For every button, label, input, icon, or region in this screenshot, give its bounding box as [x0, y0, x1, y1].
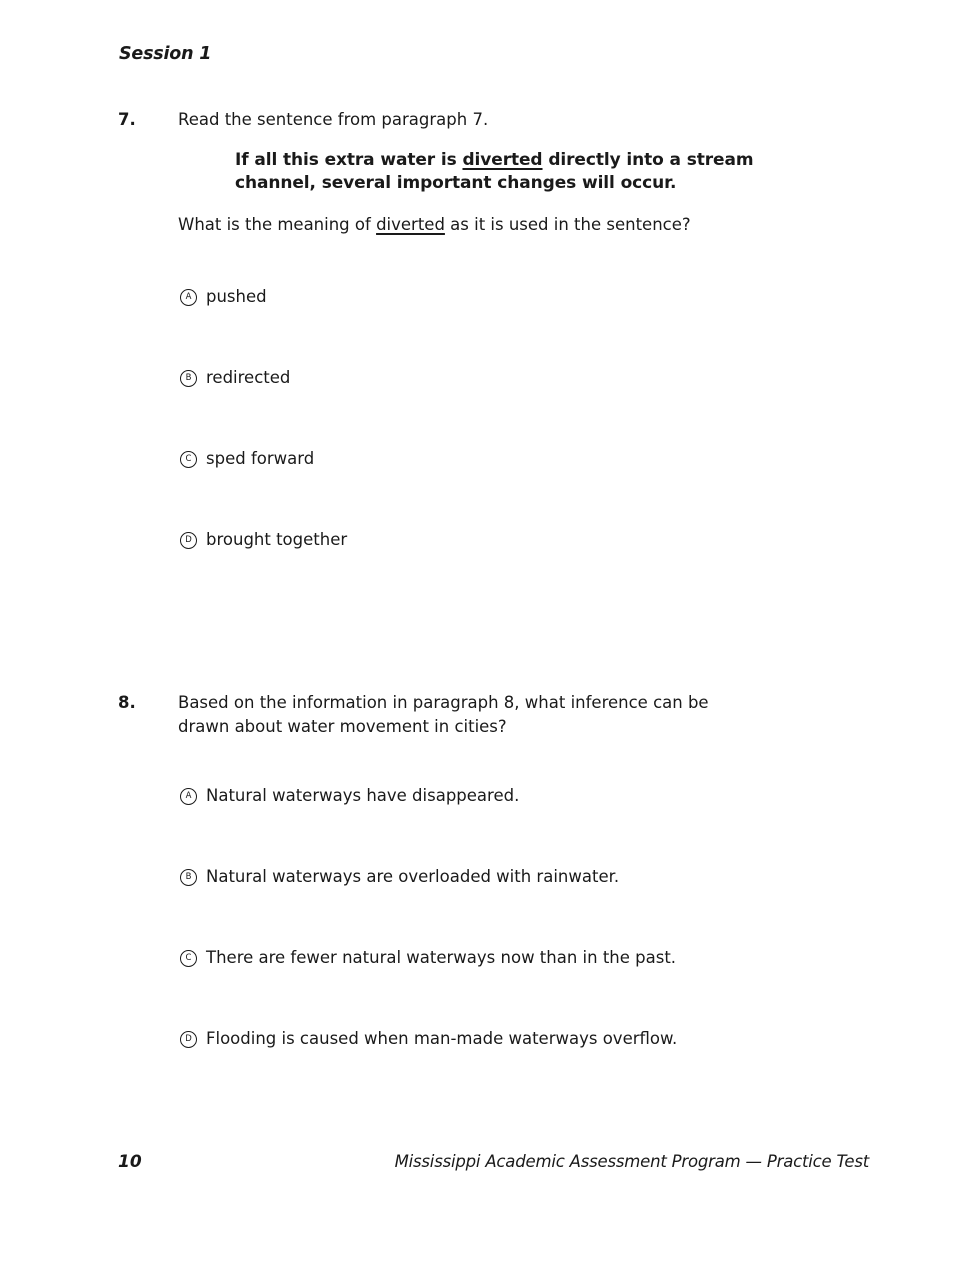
- option-label: There are fewer natural waterways now than in the past.: [206, 948, 677, 967]
- answer-bubble-c-icon[interactable]: C: [180, 950, 197, 967]
- question-7-number: 7.: [118, 110, 136, 129]
- session-header: Session 1: [119, 44, 212, 64]
- quote-line-1: [235, 149, 878, 172]
- option-label: redirected: [206, 368, 291, 387]
- option-label: Natural waterways are overloaded with rainwater.: [206, 867, 620, 886]
- option-label: pushed: [206, 287, 267, 306]
- question-7-option-c[interactable]: [180, 447, 878, 471]
- question-7-options: [180, 285, 878, 552]
- followup-underlined-word: diverted: [376, 215, 445, 234]
- question-7: [118, 108, 878, 552]
- quote-line-1-post: directly into a stream: [542, 150, 754, 170]
- option-label: brought together: [206, 530, 348, 549]
- question-8-number: 8.: [118, 693, 136, 712]
- answer-bubble-d-icon[interactable]: D: [180, 532, 197, 549]
- question-8-option-b[interactable]: [180, 865, 878, 889]
- question-7-option-a[interactable]: [180, 285, 878, 309]
- answer-bubble-b-icon[interactable]: B: [180, 869, 197, 886]
- option-label: Natural waterways have disappeared.: [206, 786, 520, 805]
- page-number: 10: [118, 1152, 142, 1172]
- question-7-followup: [178, 213, 878, 237]
- quote-underlined-word: diverted: [462, 150, 543, 170]
- option-label: Flooding is caused when man-made waterways overflow.: [206, 1029, 678, 1048]
- followup-post: as it is used in the sentence?: [444, 215, 691, 234]
- footer-title: Mississippi Academic Assessment Program — Practice Test: [394, 1152, 869, 1171]
- followup-pre: What is the meaning of: [178, 215, 377, 234]
- question-7-body: [178, 108, 878, 552]
- quote-line-1-pre: If all this extra water is: [235, 150, 463, 170]
- answer-bubble-b-icon[interactable]: B: [180, 370, 197, 387]
- question-8: [118, 691, 878, 1051]
- quote-line-2: channel, several important changes will occur.: [235, 172, 677, 193]
- question-8-option-d[interactable]: [180, 1027, 878, 1051]
- answer-bubble-c-icon[interactable]: C: [180, 451, 197, 468]
- question-8-options: [180, 784, 878, 1051]
- question-8-body: [178, 691, 878, 1051]
- question-8-stem-line-2: drawn about water movement in cities?: [178, 716, 507, 736]
- question-8-stem-line-1: Based on the information in paragraph 8, what inference can be: [178, 693, 709, 712]
- answer-bubble-d-icon[interactable]: D: [180, 1031, 197, 1048]
- question-7-quote: [235, 149, 878, 194]
- option-label: sped forward: [206, 449, 315, 468]
- question-7-option-b[interactable]: [180, 366, 878, 390]
- question-7-stem: Read the sentence from paragraph 7.: [178, 110, 489, 129]
- answer-bubble-a-icon[interactable]: A: [180, 289, 197, 306]
- question-8-option-a[interactable]: [180, 784, 878, 808]
- page-footer: [118, 1152, 869, 1172]
- question-8-option-c[interactable]: [180, 946, 878, 970]
- question-7-option-d[interactable]: [180, 528, 878, 552]
- answer-bubble-a-icon[interactable]: A: [180, 788, 197, 805]
